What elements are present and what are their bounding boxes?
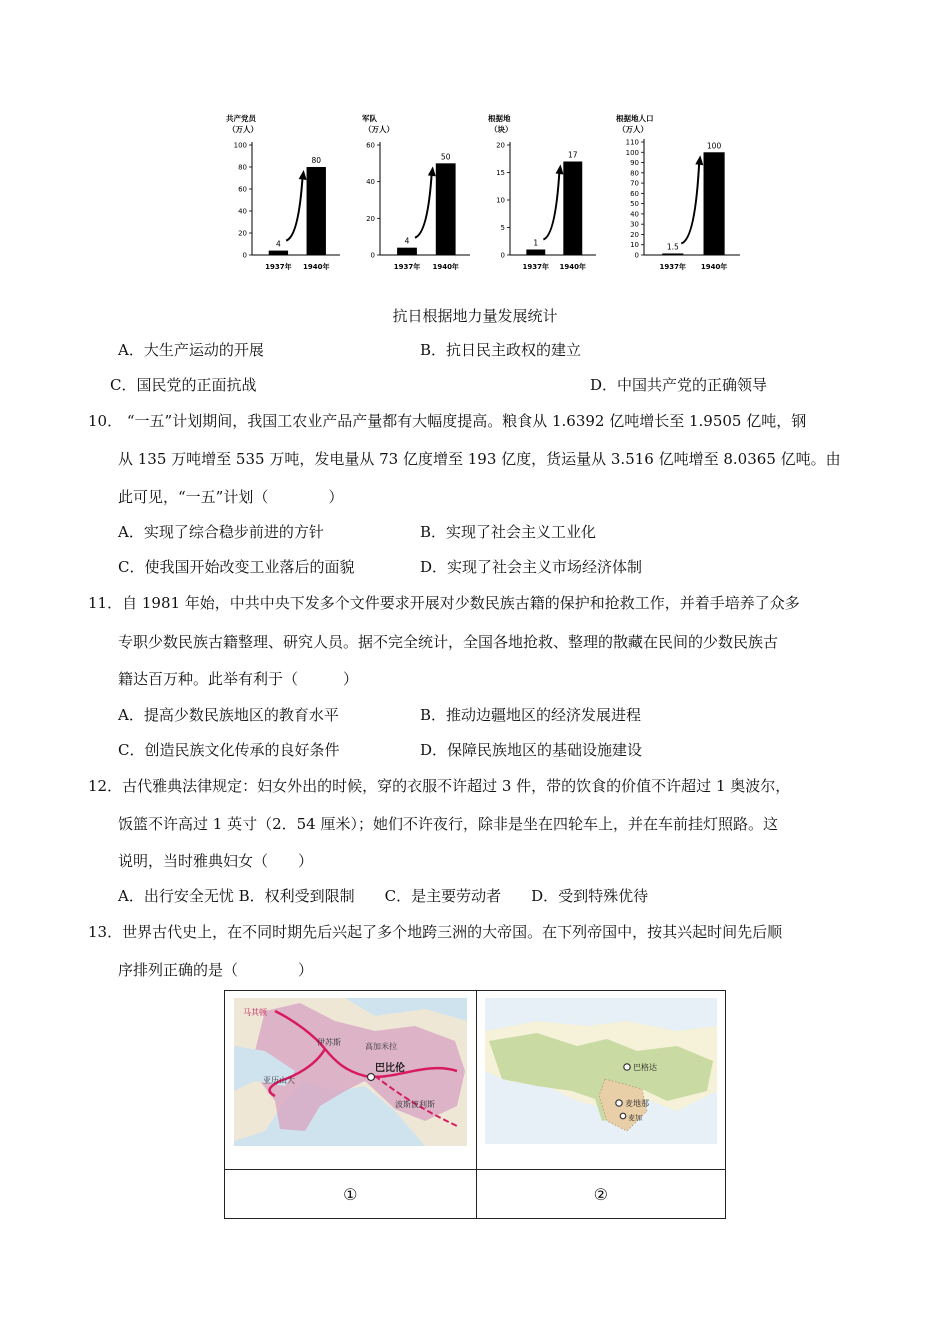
x-tick-label: 1940年 [559,263,587,271]
chart-party-members [222,112,362,282]
map-cell-2 [476,991,726,1170]
x-tick-label: 1937年 [265,263,292,271]
y-tick-label: 80 [630,169,639,178]
y-tick-label: 80 [238,163,247,172]
bar-1937年 [662,253,683,255]
chart-unit: （万人） [228,125,258,134]
growth-arrow-head [695,155,703,165]
chart-army [358,112,488,282]
x-tick-label: 1940年 [700,263,728,271]
chart-bases [484,112,609,282]
y-tick-label: 110 [625,138,639,147]
map-arab-empire [477,991,725,1165]
q13-map-table [224,990,726,1219]
y-tick-label: 5 [500,224,505,232]
bar-1940年 [307,167,326,255]
q13-stem-line1: 13．世界古代史上，在不同时期先后兴起了多个地跨三洲的大帝国。在下列帝国中，按其兴起时间先后顺 [88,923,783,941]
q11-option-d[interactable]: D．保障民族地区的基础设施建设 [420,741,643,759]
q10-stem-line1: 10． “一五”计划期间，我国工农业产品产量都有大幅度提高。粮食从 1.6392 亿吨增长至 1.9505 亿吨，钢 [88,412,807,430]
q12-stem-line3: 说明，当时雅典妇女（ ） [118,852,314,870]
q10-stem-line3: 此可见，“一五”计划（ ） [118,488,344,506]
chart-title: 根据地人口 [616,114,654,123]
q12-stem-line2: 饭篮不许高过 1 英寸（2．54 厘米）；她们不许夜行，除非是坐在四轮车上，并在车前挂灯照路。这 [118,815,778,833]
growth-arrow [681,160,699,243]
y-tick-label: 0 [500,251,505,260]
y-tick-label: 40 [630,210,639,219]
bar-value-label: 50 [440,152,451,162]
bar-1937年 [269,251,288,255]
y-tick-label: 30 [630,220,639,229]
chart-title: 共产党员 [226,114,256,123]
map2-label-baghdad: 巴格达 [632,1063,657,1072]
map1-label-persepolis: 波斯波利斯 [395,1100,435,1109]
growth-arrow-head [428,166,436,176]
q9-option-a[interactable]: A．大生产运动的开展 [118,341,264,359]
q10-option-b[interactable]: B．实现了社会主义工业化 [420,523,597,541]
bar-value-label: 17 [568,150,578,160]
q11-stem-line3: 籍达百万种。此举有利于（ ） [118,670,359,688]
map1-label-alexandria: 亚历山大 [263,1076,295,1085]
map1-label-babylon: 巴比伦 [375,1063,405,1074]
q11-stem-line2: 专职少数民族古籍整理、研究人员。据不完全统计，全国各地抢救、整理的散藏在民间的少数民族古 [118,633,779,651]
y-tick-label: 20 [630,230,639,239]
x-tick-label: 1937年 [522,263,550,271]
y-tick-label: 20 [496,141,505,150]
figure-caption: 抗日根据地力量发展统计 [392,307,558,325]
bar-value-label: 4 [404,236,410,246]
x-tick-label: 1940年 [432,263,459,271]
y-tick-label: 20 [238,229,247,238]
q10-option-d[interactable]: D．实现了社会主义市场经济体制 [420,558,643,576]
growth-arrow-head [299,170,307,180]
q11-option-b[interactable]: B．推动边疆地区的经济发展进程 [420,706,642,724]
map2-label-mecca: 麦加 [627,1114,642,1122]
q9-option-c[interactable]: C．国民党的正面抗战 [110,376,257,394]
q12-options[interactable]: A．出行安全无忧 B．权利受到限制 C．是主要劳动者 D．受到特殊优待 [118,887,649,905]
bar-value-label: 100 [706,141,722,151]
y-tick-label: 60 [366,141,375,150]
bar-chart-army [358,112,488,282]
map1-label-macedon: 马其顿 [243,1008,267,1017]
growth-arrow [415,171,432,237]
y-tick-label: 100 [625,148,639,157]
map1-label-issus: 伊苏斯 [317,1038,341,1047]
y-tick-label: 90 [630,159,639,168]
x-tick-label: 1940年 [302,263,330,271]
growth-arrow [543,170,559,240]
bar-1940年 [436,163,456,255]
y-tick-label: 20 [366,214,375,223]
growth-arrow [286,175,303,241]
q13-stem-line2: 序排列正确的是（ ） [118,961,314,979]
y-tick-label: 60 [630,189,639,198]
map-label-2: ② [476,1170,726,1219]
q10-option-c[interactable]: C．使我国开始改变工业落后的面貌 [118,558,355,576]
bar-value-label: 1 [533,238,539,248]
y-tick-label: 0 [370,251,375,260]
bar-chart-bases [484,112,609,282]
bar-1940年 [563,162,582,256]
y-tick-label: 40 [366,178,375,187]
y-tick-label: 15 [496,169,505,177]
bar-chart-party [222,112,362,282]
y-tick-label: 0 [242,251,247,260]
bar-value-label: 1.5 [666,242,679,252]
map1-label-gaugamela: 高加米拉 [365,1042,397,1051]
chart-title: 根据地 [488,114,511,123]
q11-option-a[interactable]: A．提高少数民族地区的教育水平 [118,706,339,724]
y-tick-label: 0 [634,251,639,260]
map-alexander-empire [225,991,475,1165]
y-tick-label: 70 [630,179,639,188]
bar-value-label: 4 [276,239,281,249]
y-tick-label: 40 [238,207,247,216]
map2-label-medina: 麦地那 [624,1099,649,1108]
q11-stem-line1: 11．自 1981 年始，中共中央下发多个文件要求开展对少数民族古籍的保护和抢救工作，并着手培养了众多 [88,594,800,612]
y-tick-label: 10 [496,196,505,205]
y-tick-label: 100 [233,141,247,150]
chart-unit: （万人） [364,125,394,134]
q9-option-d[interactable]: D．中国共产党的正确领导 [590,376,768,394]
bar-value-label: 80 [311,156,322,165]
q9-option-b[interactable]: B．抗日民主政权的建立 [420,341,582,359]
bar-1937年 [397,248,417,255]
growth-arrow-head [556,165,564,175]
bar-1937年 [526,250,545,256]
q10-stem-line2: 从 135 万吨增至 535 万吨，发电量从 73 亿度增至 193 亿度，货运量从 3.516 亿吨增至 8.0365 亿吨。由 [118,450,841,468]
chart-title: 军队 [362,114,377,123]
chart-unit: （块） [490,125,513,134]
y-tick-label: 50 [630,200,639,209]
q11-option-c[interactable]: C．创造民族文化传承的良好条件 [118,741,340,759]
q10-option-a[interactable]: A．实现了综合稳步前进的方针 [118,523,324,541]
y-tick-label: 10 [630,241,639,250]
q12-stem-line1: 12．古代雅典法律规定：妇女外出的时候，穿的衣服不许超过 3 件，带的饮食的价值不许超过 1 奥波尔， [88,777,791,795]
chart-population [612,112,752,282]
y-tick-label: 60 [238,185,247,194]
chart-unit: （万人） [618,125,648,134]
x-tick-label: 1937年 [393,263,421,271]
bar-chart-population [612,112,752,282]
x-tick-label: 1937年 [659,263,687,271]
bar-1940年 [704,152,725,255]
map-label-1: ① [225,1170,477,1219]
map-cell-1 [225,991,477,1170]
